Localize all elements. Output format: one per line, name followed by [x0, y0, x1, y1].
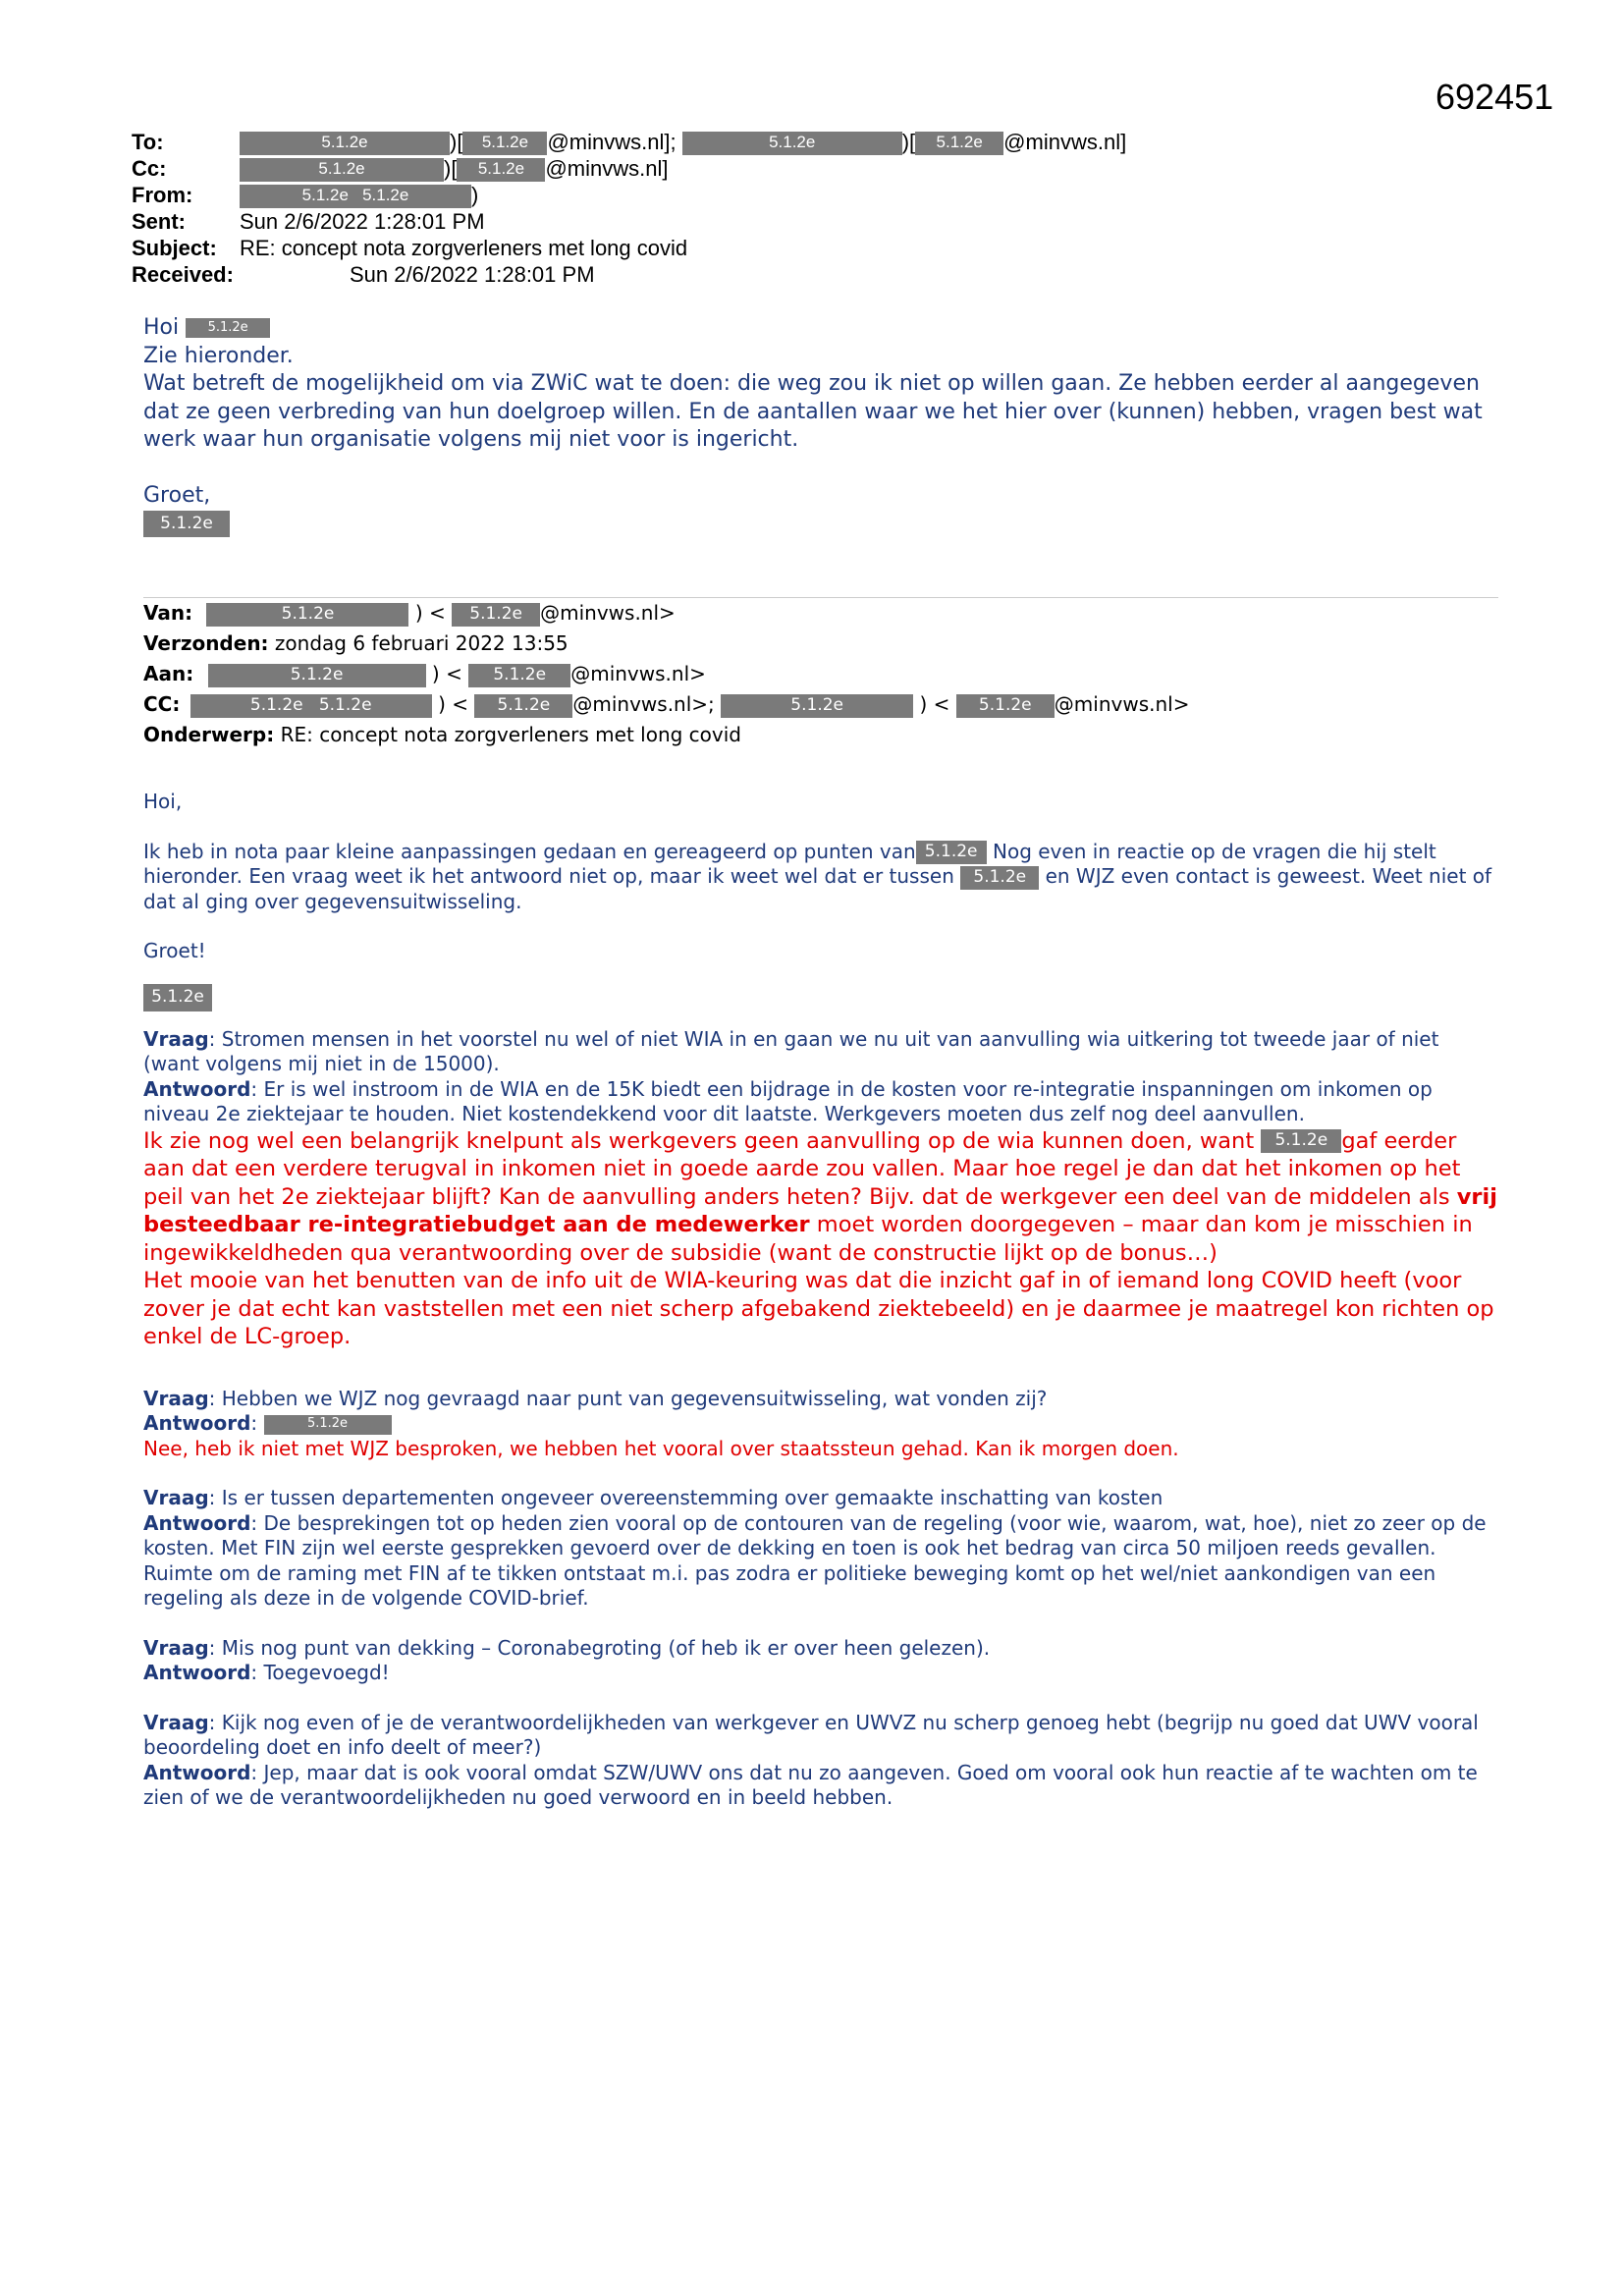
onderwerp-value: RE: concept nota zorgverleners met long covid: [280, 723, 741, 746]
reply-body: [143, 314, 1498, 538]
cc-domain-2: @minvws.nl>: [1054, 692, 1190, 716]
from-value: 5.1.2e 5.1.2e ): [240, 182, 478, 208]
to-domain-end: @minvws.nl]: [1003, 130, 1127, 154]
answer-text: Jep, maar dat is ook vooral omdat SZW/UWV ons dat nu zo aangeven. Goed om vooral ook hun reactie af te wachten om te zien of we de verantwoordelijkheden nu goed verwoord en in beeld hebben.: [143, 1760, 1478, 1809]
aan-row: Aan: 5.1.2e ) < 5.1.2e @minvws.nl>: [143, 662, 706, 685]
reply-line: Zie hieronder.: [143, 343, 294, 368]
redaction-box: 5.1.2e: [916, 841, 987, 864]
answer-text: Toegevoegd!: [263, 1661, 390, 1684]
qa-list: [143, 1027, 1498, 1811]
aan-label: Aan:: [143, 662, 194, 685]
comment-bold-text: vrij besteedbaar re-integratiebudget aan de medewerker: [143, 1183, 1497, 1237]
redaction-box: 5.1.2e: [457, 158, 545, 182]
redaction-box: 5.1.2e: [186, 318, 270, 338]
question-text: Hebben we WJZ nog gevraagd naar punt van gegevensuitwisseling, wat vonden zij?: [221, 1386, 1048, 1410]
van-domain: @minvws.nl>: [540, 601, 676, 625]
van-label: Van:: [143, 601, 193, 625]
document-number: 692451: [1435, 77, 1554, 117]
forward-paragraph: [143, 840, 1498, 915]
received-value: Sun 2/6/2022 1:28:01 PM: [350, 262, 595, 287]
comment-text: moet worden doorgegeven – maar dan kom je misschien in ingewikkeldheden qua verantwoording over de subsidie (want de constructie lijkt op de bonus…): [143, 1212, 1473, 1266]
redaction-box: 5.1.2e: [143, 511, 230, 537]
question-text: Is er tussen departementen ongeveer overeenstemming over gemaakte inschatting van kosten: [221, 1486, 1164, 1509]
antwoord-label: Antwoord: [143, 1510, 251, 1535]
verzonden-label: Verzonden:: [143, 631, 269, 655]
question-text: Mis nog punt van dekking – Coronabegroting (of heb ik er over heen gelezen).: [221, 1635, 991, 1660]
redaction-box: 5.1.2e: [1261, 1129, 1341, 1153]
vraag-label: Vraag: [143, 1386, 209, 1410]
redaction-box: [240, 185, 471, 208]
vraag-label: Vraag: [143, 1710, 209, 1734]
verzonden-row: [143, 629, 1498, 659]
cc-domain: @minvws.nl]: [545, 156, 669, 181]
onderwerp-label: Onderwerp:: [143, 723, 275, 746]
comment-text: Ik zie nog wel een belangrijk knelpunt als werkgevers geen aanvulling op de wia kunnen doen, want: [143, 1127, 1255, 1154]
answer-5: Antwoord: Jep, maar dat is ook vooral omdat SZW/UWV ons dat nu zo aangeven. Goed om vooral ook hun reactie af te wachten om te zien of we de verantwoordelijkheden nu goed verwoord en in beeld hebben.: [143, 1760, 1478, 1809]
to-domain: @minvws.nl];: [547, 130, 677, 154]
forwarded-message: [143, 597, 1498, 1811]
vraag-label: Vraag: [143, 1026, 209, 1051]
redaction-box: 5.1.2e: [721, 694, 913, 718]
aan-domain: @minvws.nl>: [570, 662, 706, 685]
redaction-box: 5.1.2e: [240, 158, 444, 182]
red-comment-2: Nee, heb ik niet met WJZ besproken, we hebben het vooral over staatssteun gehad. Kan ik morgen doen.: [143, 1436, 1179, 1460]
question-1: Vraag: Stromen mensen in het voorstel nu wel of niet WIA in en gaan we nu uit van aanvulling wia uitkering tot tweede jaar of niet (want volgens mij niet in de 15000).: [143, 1026, 1439, 1075]
forward-text: en WJZ even contact is geweest. Weet niet of dat al ging over gegevensuitwisseling.: [143, 864, 1492, 913]
forward-greeting: Hoi,: [143, 790, 183, 813]
redaction-box: 5.1.2e: [462, 132, 547, 155]
comment-text: gaf eerder aan dat een verdere terugval in inkomen niet in goede aarde zou vallen. Maar hoe regel je dan dat het inkomen op het peil van het 2e ziektejaar blijft? Kan de aanvulling anders heten? Bijv. dat de werkgever een deel van de middelen als: [143, 1127, 1461, 1210]
redaction-box: 5.1.2e: [452, 603, 540, 627]
redaction-text: 5.1.2e: [318, 694, 372, 715]
answer-text: De besprekingen tot op heden zien vooral op de contouren van de regeling (voor wie, waarom, wat, hoe), niet zo zeer op de kosten. Met FIN zijn wel eerste gesprekken gevoerd over de dekking en toen is ook het bedrag van circa 50 miljoen reeds gevallen. Ruimte om de raming met FIN af te tikken ontstaat m.i. pas zodra er politieke beweging komt op het wel/niet aankondigen van een regeling als deze in de volgende COVID-brief.: [143, 1510, 1487, 1610]
question-5: Vraag: Kijk nog even of je de verantwoordelijkheden van werkgever en UWVZ nu scherp genoeg hebt (begrijp nu goed dat UWV vooral beoordeling doet en info deelt of meer?): [143, 1710, 1479, 1759]
redaction-text: 5.1.2e: [362, 186, 409, 205]
antwoord-label: Antwoord: [143, 1076, 251, 1101]
red-comment-1: [143, 1127, 1498, 1351]
subject-label: Subject:: [132, 236, 217, 260]
cc-forward-label: CC:: [143, 692, 181, 716]
question-3: Vraag: Is er tussen departementen ongeveer overeenstemming over gemaakte inschatting van kosten: [143, 1486, 1164, 1509]
redaction-box: 5.1.2e: [206, 603, 408, 627]
onderwerp-row: [143, 720, 1498, 750]
cc-domain-1: @minvws.nl>;: [572, 692, 715, 716]
cc-forward-row: CC: 5.1.2e 5.1.2e ) < 5.1.2e @minvws.nl>; 5.1.2e ) < 5.1.2e @minvws.nl>: [143, 692, 1190, 716]
antwoord-label: Antwoord: [143, 1760, 251, 1784]
cc-label: Cc:: [132, 156, 167, 181]
subject-value: RE: concept nota zorgverleners met long covid: [240, 236, 688, 260]
vraag-label: Vraag: [143, 1486, 209, 1509]
forward-text: Nog even in reactie op de vragen die hij stelt hieronder. Een vraag weet ik het antwoord niet op, maar ik weet wel dat er tussen: [143, 839, 1436, 888]
antwoord-label: Antwoord: [143, 1411, 251, 1435]
sent-label: Sent:: [132, 209, 186, 234]
reply-greeting: Hoi: [143, 315, 180, 340]
redaction-box: 5.1.2e: [468, 664, 570, 687]
redaction-box: 5.1.2e: [474, 694, 572, 718]
comment-text: Het mooie van het benutten van de info uit de WIA-keuring was dat die inzicht gaf in of iemand long COVID heeft (voor zover je dat echt kan vaststellen met een niet scherp afgebakend ziektebeeld) en je daarmee je maatregel kon richten op enkel de LC-groep.: [143, 1268, 1494, 1349]
to-label: To:: [132, 130, 164, 154]
to-value: 5.1.2e )[ 5.1.2e @minvws.nl]; 5.1.2e )[ 5.1.2e @minvws.nl]: [240, 129, 1126, 155]
forward-closing: Groet!: [143, 939, 206, 962]
forward-text: Ik heb in nota paar kleine aanpassingen gedaan en gereageerd op punten van: [143, 839, 916, 863]
reply-paragraph: Wat betreft de mogelijkheid om via ZWiC wat te doen: die weg zou ik niet op willen gaan. Ze hebben eerder al aangegeven dat ze geen verbreding van hun doelgroep willen. En de aantallen waar we het hier over (kunnen) hebben, vragen best wat werk waar hun organisatie volgens mij niet voor is ingericht.: [143, 371, 1483, 452]
redaction-box: 5.1.2e: [264, 1415, 392, 1435]
redaction-box: 5.1.2e: [956, 694, 1055, 718]
answer-2: Antwoord: 5.1.2e: [143, 1411, 1498, 1437]
redaction-text: 5.1.2e: [301, 186, 349, 205]
redaction-text: 5.1.2e: [249, 694, 303, 715]
redaction-box: 5.1.2e: [960, 866, 1039, 890]
sent-value: Sun 2/6/2022 1:28:01 PM: [240, 209, 485, 234]
question-text: Stromen mensen in het voorstel nu wel of niet WIA in en gaan we nu uit van aanvulling wia uitkering tot tweede jaar of niet (want volgens mij niet in de 15000).: [143, 1026, 1439, 1075]
antwoord-label: Antwoord: [143, 1661, 251, 1684]
redaction-box: 5.1.2e: [143, 984, 212, 1011]
answer-text: Er is wel instroom in de WIA en de 15K biedt een bijdrage in de kosten voor re-integratie inspanningen om inkomen op niveau 2e ziektejaar te houden. Niet kostendekkend voor dit laatste. Werkgevers moeten dus zelf nog deel aanvullen.: [143, 1076, 1433, 1125]
question-2: Vraag: Hebben we WJZ nog gevraagd naar punt van gegevensuitwisseling, wat vonden zij?: [143, 1386, 1048, 1410]
question-4: Vraag: Mis nog punt van dekking – Coronabegroting (of heb ik er over heen gelezen).: [143, 1635, 991, 1660]
question-text: Kijk nog even of je de verantwoordelijkheden van werkgever en UWVZ nu scherp genoeg hebt (begrijp nu goed dat UWV vooral beoordeling doet en info deelt of meer?): [143, 1710, 1479, 1759]
answer-1: Antwoord: Er is wel instroom in de WIA en de 15K biedt een bijdrage in de kosten voor re-integratie inspanningen om inkomen op niveau 2e ziektejaar te houden. Niet kostendekkend voor dit laatste. Werkgevers moeten dus zelf nog deel aanvullen.: [143, 1076, 1433, 1125]
redaction-box: 5.1.2e: [915, 132, 1003, 155]
redaction-box: 5.1.2e: [682, 132, 902, 155]
cc-value: 5.1.2e )[ 5.1.2e @minvws.nl]: [240, 155, 668, 182]
reply-closing: Groet,: [143, 482, 211, 508]
answer-4: Antwoord: Toegevoegd!: [143, 1661, 390, 1684]
received-label: Received:: [132, 262, 234, 287]
van-row: Van: 5.1.2e ) < 5.1.2e @minvws.nl>: [143, 601, 676, 625]
answer-3: Antwoord: De besprekingen tot op heden zien vooral op de contouren van de regeling (voor wie, waarom, wat, hoe), niet zo zeer op de kosten. Met FIN zijn wel eerste gesprekken gevoerd over de dekking en toen is ook het bedrag van circa 50 miljoen reeds gevallen. Ruimte om de raming met FIN af te tikken ontstaat m.i. pas zodra er politieke beweging komt op het wel/niet aankondigen van een regeling als deze in de volgende COVID-brief.: [143, 1510, 1487, 1610]
from-label: From:: [132, 183, 193, 207]
redaction-box: 5.1.2e: [240, 132, 450, 155]
redaction-box: [190, 694, 432, 718]
verzonden-value: zondag 6 februari 2022 13:55: [274, 631, 568, 655]
vraag-label: Vraag: [143, 1635, 209, 1660]
forward-meta: [143, 597, 1498, 750]
redaction-box: 5.1.2e: [208, 664, 426, 687]
